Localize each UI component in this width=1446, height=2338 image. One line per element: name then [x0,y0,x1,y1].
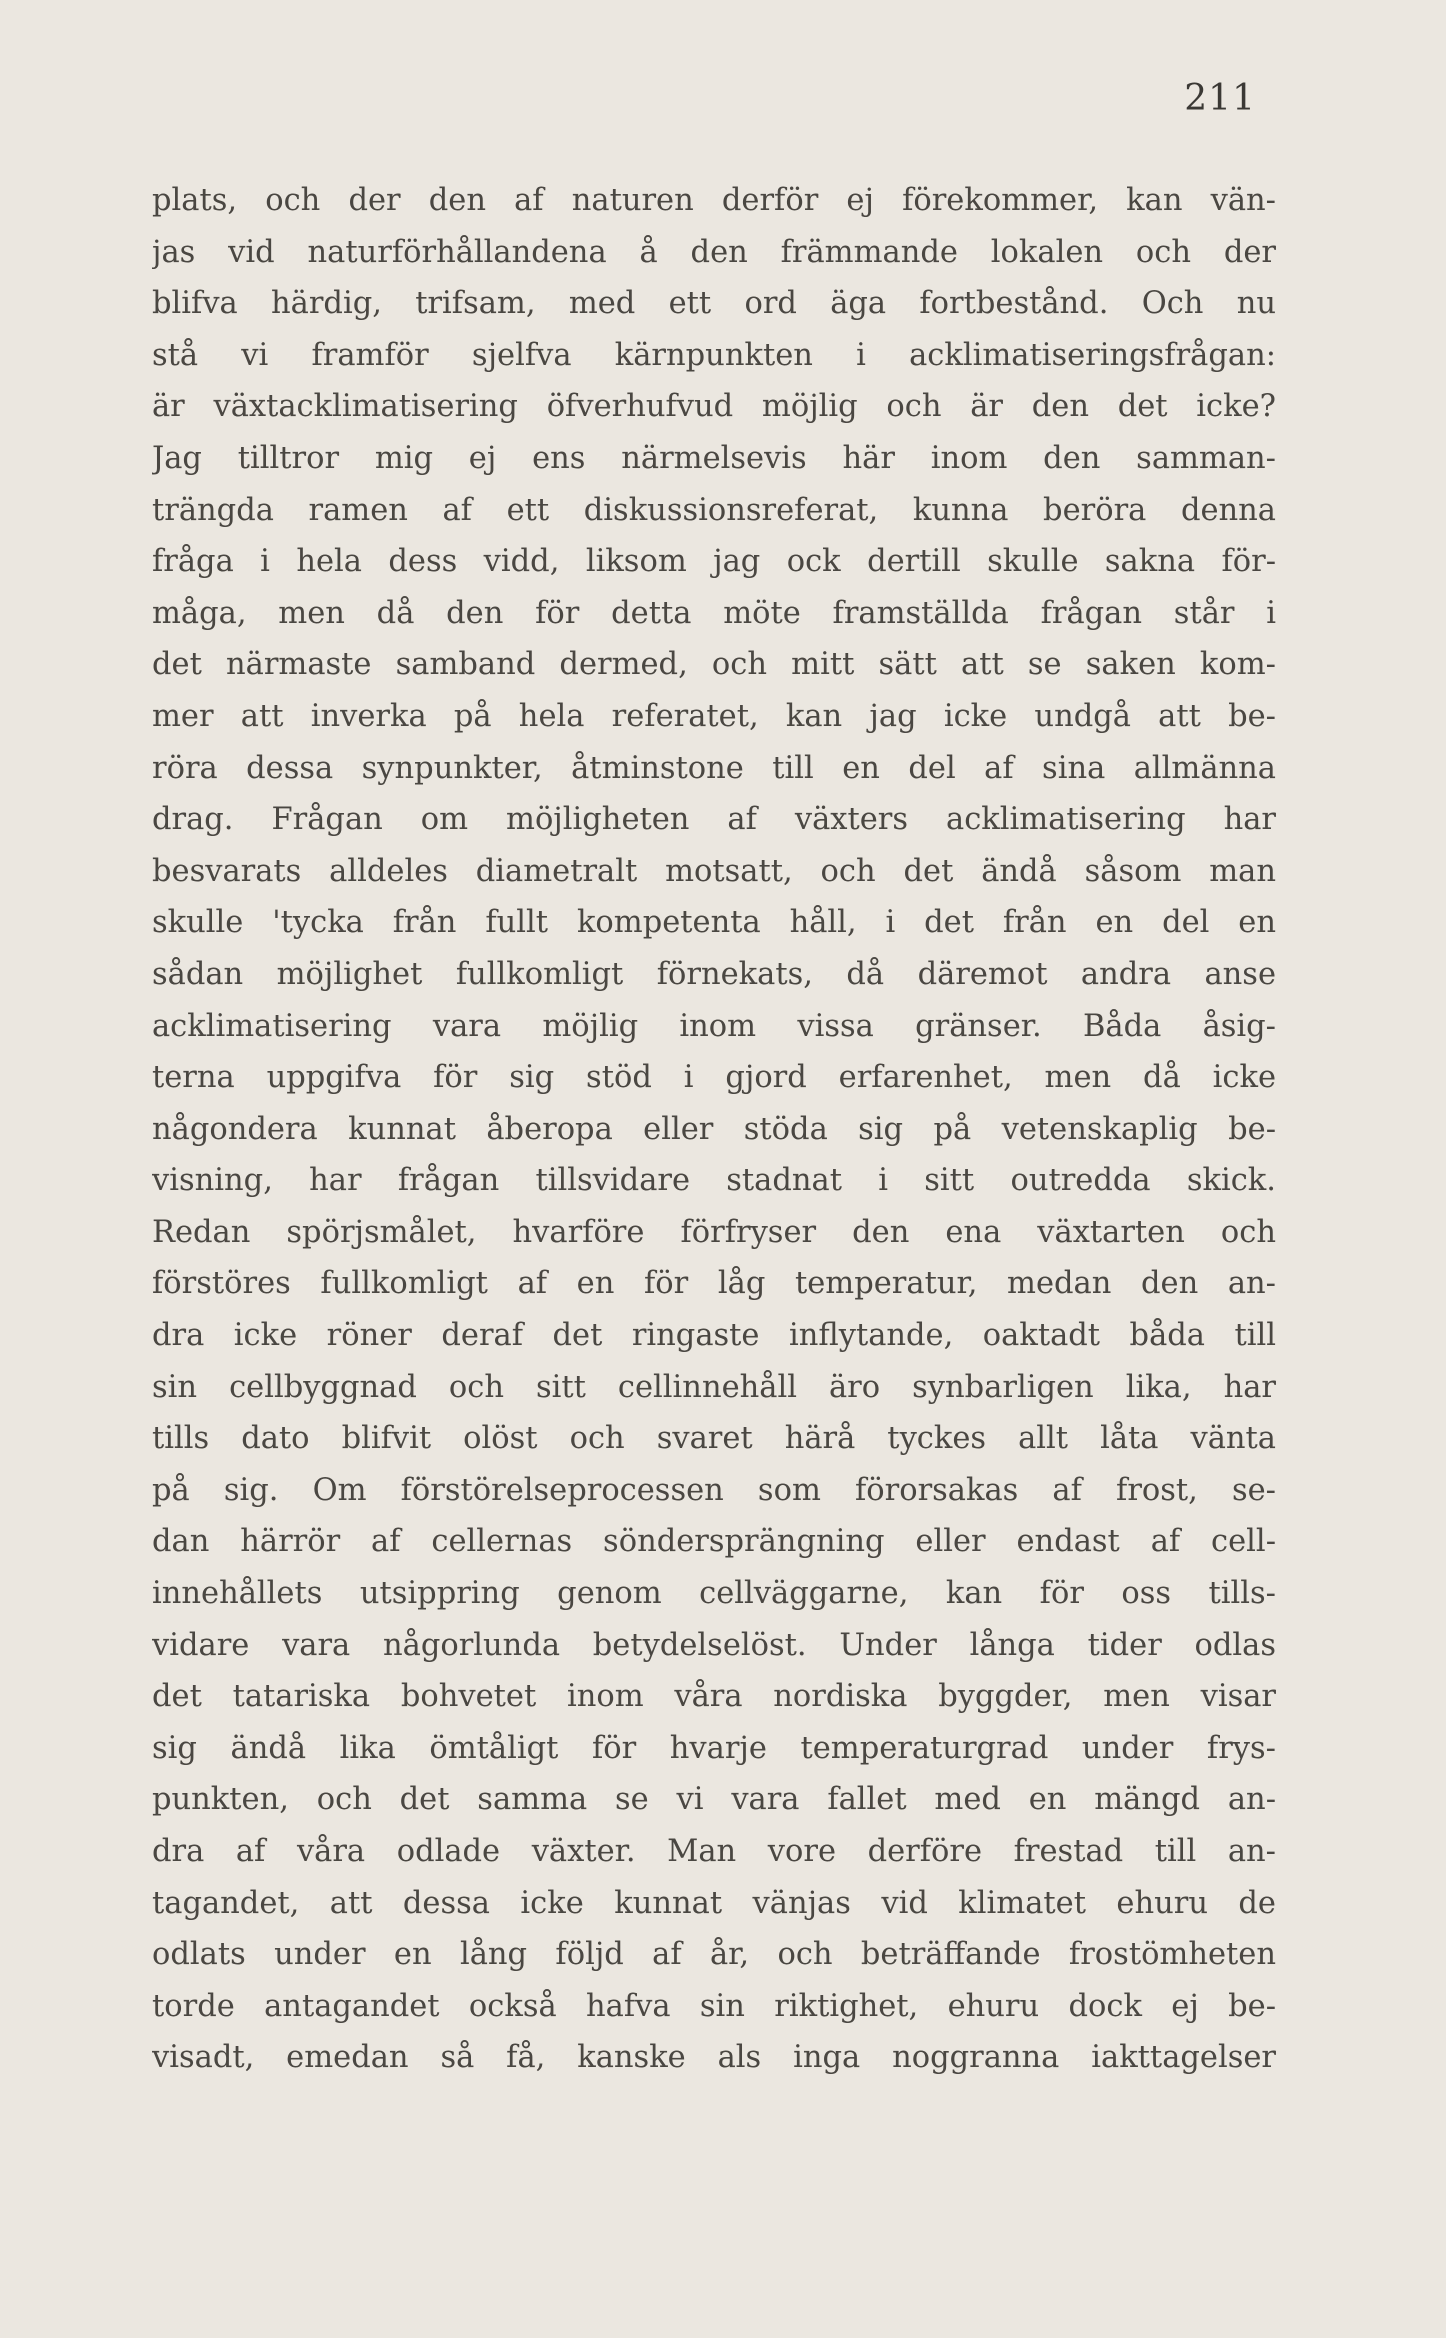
text-line: skulle 'tycka från fullt kompetenta håll, i det från en del en [152,905,1276,941]
text-line: acklimatisering vara möjlig inom vissa gränser. Båda åsig- [152,1008,1276,1044]
text-line: stå vi framför sjelfva kärnpunkten i acklimatiseringsfrågan: [152,337,1276,373]
text-line: sig ändå lika ömtåligt för hvarje temperaturgrad under frys- [152,1730,1276,1766]
text-line: dan härrör af cellernas söndersprängning eller endast af cell- [152,1524,1276,1560]
text-line: dra icke röner deraf det ringaste inflytande, oaktadt båda till [152,1318,1276,1354]
text-line: någondera kunnat åberopa eller stöda sig på vetenskaplig be- [152,1111,1276,1147]
text-line: fråga i hela dess vidd, liksom jag ock dertill skulle sakna för- [152,544,1276,580]
text-line: det närmaste samband dermed, och mitt sätt att se saken kom- [152,647,1276,683]
text-line: sådan möjlighet fullkomligt förnekats, då däremot andra anse [152,956,1276,992]
text-line: mer att inverka på hela referatet, kan jag icke undgå att be- [152,698,1276,734]
text-line: måga, men då den för detta möte framställda frågan står i [152,595,1276,631]
text-line: visadt, emedan så få, kanske als inga noggranna iakttagelser [152,2040,1276,2076]
text-line: är växtacklimatisering öfverhufvud möjlig och är den det icke? [152,389,1276,425]
text-line: Redan spörjsmålet, hvarföre förfryser den ena växtarten och [152,1214,1276,1250]
text-line: terna uppgifva för sig stöd i gjord erfarenhet, men då icke [152,1060,1276,1096]
text-line: torde antagandet också hafva sin riktighet, ehuru dock ej be- [152,1988,1276,2024]
page-number: 211 [1184,78,1256,119]
text-line: jas vid naturförhållandena å den främmande lokalen och der [152,234,1276,270]
body-text [152,175,1276,2084]
text-line: drag. Frågan om möjligheten af växters acklimatisering har [152,802,1276,838]
text-line: plats, och der den af naturen derför ej förekommer, kan vän- [152,183,1276,218]
text-line: tills dato blifvit olöst och svaret härå tyckes allt låta vänta [152,1421,1276,1457]
text-line: trängda ramen af ett diskussionsreferat, kunna beröra denna [152,492,1276,528]
text-line: punkten, och det samma se vi vara fallet med en mängd an- [152,1782,1276,1818]
text-line: visning, har frågan tillsvidare stadnat i sitt outredda skick. [152,1163,1276,1199]
text-line: Jag tilltror mig ej ens närmelsevis här inom den samman- [152,440,1276,476]
text-line: sin cellbyggnad och sitt cellinnehåll äro synbarligen lika, har [152,1369,1276,1405]
text-line: röra dessa synpunkter, åtminstone till en del af sina allmänna [152,750,1276,786]
text-line: dra af våra odlade växter. Man vore derföre frestad till an- [152,1834,1276,1869]
text-line: odlats under en lång följd af år, och beträffande frostömheten [152,1937,1276,1973]
text-line: besvarats alldeles diametralt motsatt, och det ändå såsom man [152,853,1276,889]
text-line: det tatariska bohvetet inom våra nordiska byggder, men visar [152,1679,1276,1715]
text-line: innehållets utsippring genom cellväggarne, kan för oss tills- [152,1576,1276,1612]
text-line: tagandet, att dessa icke kunnat vänjas vid klimatet ehuru de [152,1885,1276,1921]
text-line: blifva härdig, trifsam, med ett ord äga fortbestånd. Och nu [152,286,1276,322]
text-line: förstöres fullkomligt af en för låg temperatur, medan den an- [152,1266,1276,1302]
text-line: vidare vara någorlunda betydelselöst. Under långa tider odlas [152,1627,1276,1663]
text-line: på sig. Om förstörelseprocessen som förorsakas af frost, se- [152,1472,1276,1508]
